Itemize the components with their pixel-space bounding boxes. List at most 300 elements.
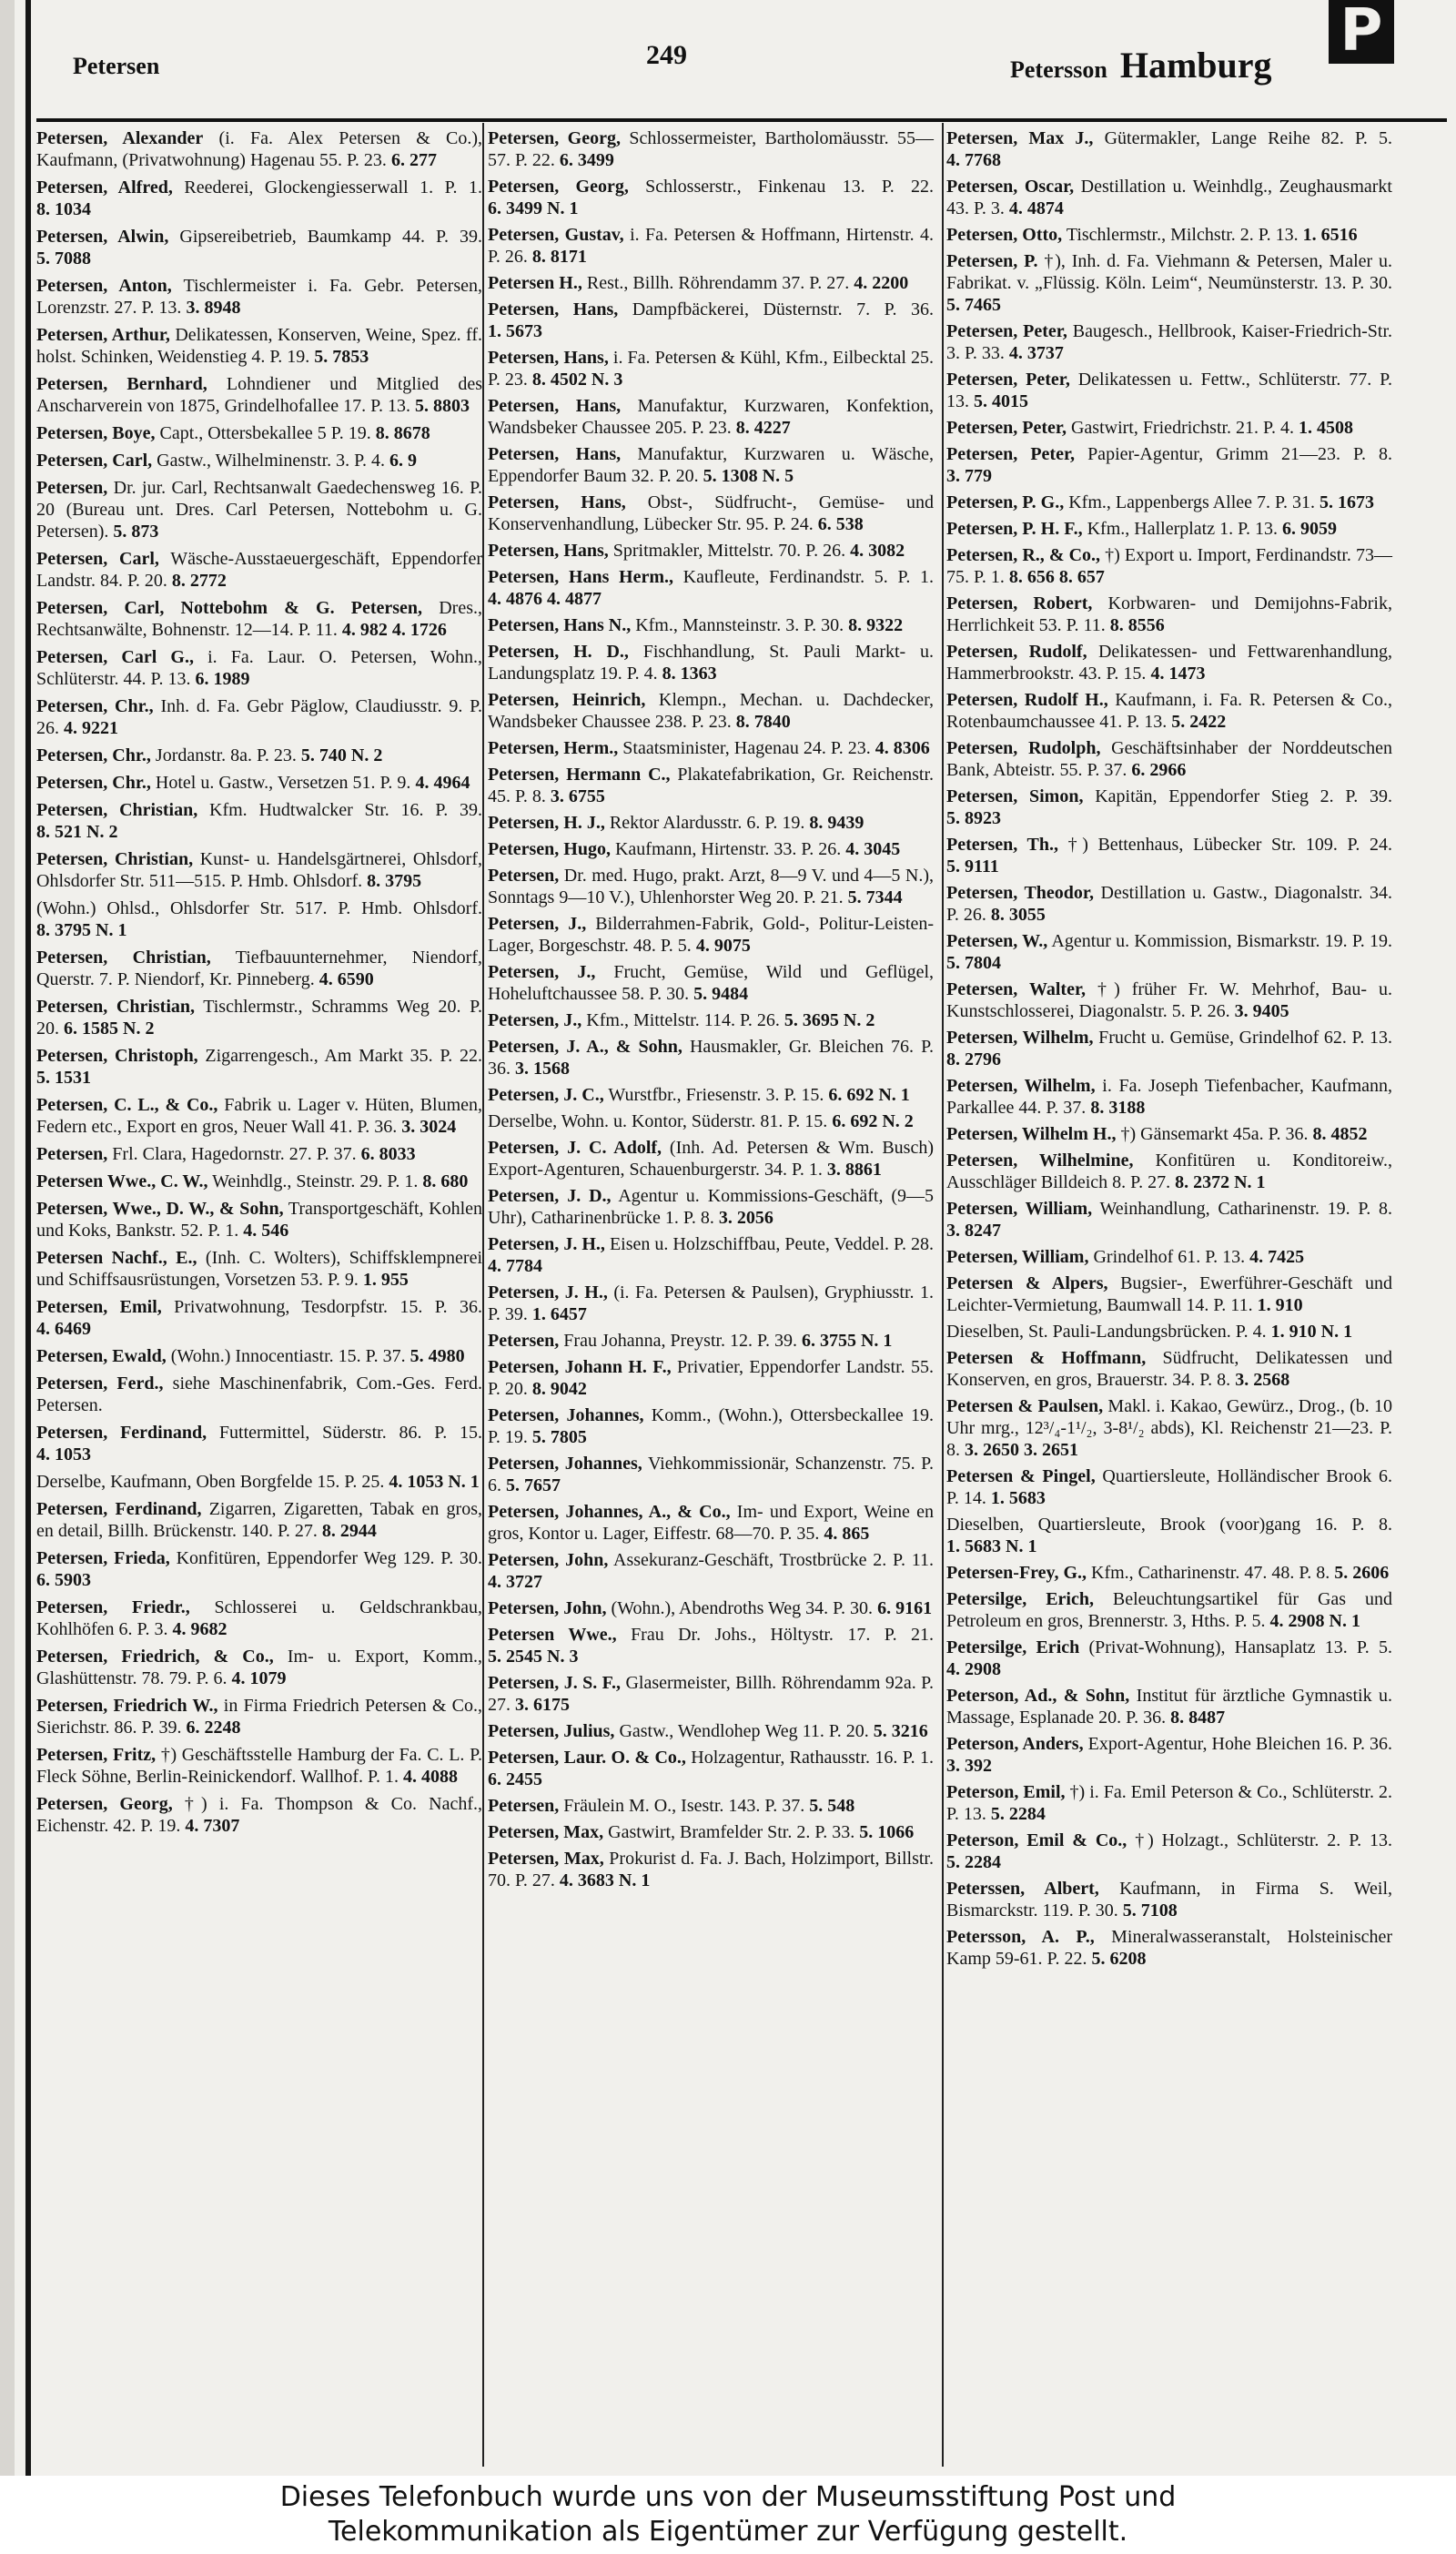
entry-details: Zigarrengesch., Am Markt 35. P. 22.	[205, 1046, 482, 1066]
footer-notice	[0, 2476, 1456, 2554]
entry-name: Petersen, Hans,	[488, 492, 626, 512]
footer-line-1: Dieses Telefonbuch wurde uns von der Museumsstiftung Post und	[279, 2481, 1177, 2513]
entry-name: Petersen H.,	[488, 273, 582, 293]
entry-phone-number: 8. 4502 N. 3	[531, 370, 623, 390]
entry-phone-number: 8. 9042	[531, 1379, 587, 1399]
entry-details: †) früher Fr. W. Mehrhof, Bau- u. Kunstschlosserei, Diagonalstr. 5. P. 26.	[946, 979, 1393, 1021]
directory-entry	[36, 226, 482, 275]
directory-entry	[36, 1345, 482, 1373]
entry-details: Bugsier-, Ewerführer-Geschäft und Leichter-Vermietung, Baumwall 14. P. 11.	[946, 1273, 1393, 1315]
entry-name: Petersen, J. S. F.,	[488, 1673, 622, 1693]
entry-details: Tischlermeister i. Fa. Gebr. Petersen, Lorenzstr. 27. P. 13.	[36, 276, 482, 318]
entry-phone-number: 5. 9111	[946, 856, 999, 877]
directory-entry	[36, 1296, 482, 1345]
entry-phone-number: 8. 2372 N. 1	[1175, 1172, 1266, 1192]
entry-phone-number: 5. 2284	[946, 1852, 1001, 1872]
entry-details: i. Fa. Petersen & Kühl, Kfm., Eilbecktal 25. P. 23.	[488, 348, 934, 390]
directory-entry	[36, 1793, 482, 1842]
entry-phone-number: 6. 8033	[360, 1144, 416, 1164]
entry-name: Petersen, Wilhelmine,	[946, 1150, 1134, 1171]
entry-phone-number: 4. 3737	[1008, 343, 1064, 363]
entry-phone-number: 8. 3188	[1090, 1098, 1146, 1118]
entry-details: Gastwirt, Bramfelder Str. 2. P. 33.	[608, 1822, 855, 1842]
directory-entry	[36, 1498, 482, 1547]
directory-entry	[488, 1453, 934, 1501]
entry-name: Petersen, Carl,	[36, 451, 153, 471]
entry-details: Agentur u. Kommission, Bismarkstr. 19. P. 19.	[1051, 931, 1393, 951]
entry-phone-number: 5. 8803	[415, 396, 470, 416]
directory-entry	[36, 1547, 482, 1596]
entry-details: Kunst- u. Handelsgärtnerei, Ohlsdorf, Ohlsdorfer Str. 511—515. P. Hmb. Ohlsdorf.	[36, 849, 482, 891]
directory-entry	[946, 443, 1392, 492]
entry-name: Petersen, J.,	[488, 1010, 582, 1030]
entry-details: Wurstfbr., Friesenstr. 3. P. 15.	[608, 1085, 824, 1105]
entry-details: Destillation u. Gastw., Diagonalstr. 34. P. 26.	[946, 883, 1393, 925]
entry-phone-number: 5. 7088	[36, 248, 91, 269]
entry-name: Petersen, Carl, Nottebohm & G. Petersen,	[36, 598, 423, 618]
entry-phone-number: 1. 910 N. 1	[1270, 1322, 1353, 1342]
entry-name: Petersen, Georg,	[488, 177, 629, 197]
entry-name: Petersen, Chr.,	[36, 773, 151, 793]
entry-name: Petersen, Christian,	[36, 997, 195, 1017]
entry-name: Petersen, Alexander	[36, 128, 204, 148]
entry-name: Petersen, J. A., & Sohn,	[488, 1037, 682, 1057]
entry-details: Kfm., Mittelstr. 114. P. 26.	[586, 1010, 780, 1030]
entry-name: Petersen, Boye,	[36, 423, 156, 443]
entry-phone-number: 8. 7840	[735, 712, 791, 732]
entry-details: Tischlermstr., Milchstr. 2. P. 13.	[1066, 225, 1299, 245]
entry-phone-number: 8. 1034	[36, 199, 91, 219]
directory-entry	[946, 1514, 1392, 1562]
directory-entry	[488, 1330, 934, 1356]
entry-details: (Wohn.) Innocentiastr. 15. P. 37.	[170, 1346, 406, 1366]
entry-name: Peterson, Emil,	[946, 1782, 1066, 1802]
directory-entry	[36, 1596, 482, 1646]
entry-phone-number: 6. 5903	[36, 1570, 91, 1590]
entry-details: Lohndiener und Mitglied des Anscharverein von 1875, Grindelhofallee 17. P. 13.	[36, 374, 482, 416]
directory-entry	[488, 1501, 934, 1549]
directory-entry	[488, 689, 934, 737]
entry-name: Petersen, Hermann C.,	[488, 765, 671, 785]
directory-entry	[36, 422, 482, 450]
entry-phone-number: 4. 4874	[1008, 198, 1064, 218]
directory-entry	[36, 477, 482, 548]
directory-entry	[488, 1110, 934, 1137]
entry-details: Glasermeister, Billh. Röhrendamm 92a. P. 27.	[488, 1673, 935, 1715]
entry-details: †) i. Fa. Emil Peterson & Co., Schlüterstr. 2. P. 13.	[946, 1782, 1392, 1824]
entry-details: Derselbe, Wohn. u. Kontor, Süderstr. 81. P. 15.	[488, 1111, 828, 1131]
entry-phone-number: 5. 6208	[1091, 1949, 1147, 1969]
entry-name: Peterson, Ad., & Sohn,	[946, 1686, 1130, 1706]
entry-phone-number: 5. 548	[809, 1796, 855, 1816]
entry-details: Kfm., Lappenbergs Allee 7. P. 31.	[1068, 492, 1315, 512]
directory-entry	[946, 1027, 1392, 1075]
entry-phone-number: 5. 2545 N. 3	[488, 1647, 579, 1667]
entry-details: Schlosserstr., Finkenau 13. P. 22.	[645, 177, 934, 197]
directory-entry	[488, 812, 934, 838]
directory-entry	[488, 1848, 934, 1896]
directory-entry	[36, 1247, 482, 1296]
header-right	[1010, 44, 1272, 86]
entry-name: Petersen Nachf., E.,	[36, 1248, 197, 1268]
entry-phone-number: 4. 4964	[415, 773, 470, 793]
entry-details: i. Fa. Joseph Tiefenbacher, Kaufmann, Parkallee 44. P. 37.	[946, 1076, 1393, 1118]
entry-phone-number: 6. 2455	[488, 1769, 542, 1789]
entry-phone-number: 1. 4508	[1298, 418, 1353, 438]
entry-phone-number: 8. 9439	[809, 813, 864, 833]
entry-phone-number: 4. 3045	[845, 839, 901, 859]
entry-details: Weinhdlg., Steinstr. 29. P. 1.	[212, 1171, 419, 1191]
entry-phone-number: 4. 2200	[854, 273, 909, 293]
entry-name: Petersson, A. P.,	[946, 1927, 1095, 1947]
directory-entry	[946, 492, 1392, 518]
entry-details: Dres., Rechtsanwälte, Bohnenstr. 12—14. P. 11.	[36, 598, 482, 640]
directory-entry	[488, 443, 934, 492]
entry-phone-number: 4. 7307	[185, 1816, 240, 1836]
entry-phone-number: 1. 955	[362, 1270, 409, 1290]
entry-phone-number: 5. 1066	[859, 1822, 915, 1842]
entry-details: Grindelhof 61. P. 13.	[1093, 1247, 1246, 1267]
entry-name: Petersen, Herm.,	[488, 738, 619, 758]
header-rule	[36, 118, 1447, 122]
directory-entry	[946, 1272, 1392, 1321]
directory-entry	[946, 1246, 1392, 1272]
entry-name: Petersen, Wwe., D. W., & Sohn,	[36, 1199, 284, 1219]
entry-name: Petersen, Simon,	[946, 786, 1084, 806]
entry-phone-number: 3. 8861	[826, 1160, 882, 1180]
entry-details: Korbwaren- und Demijohns-Fabrik, Herrlichkeit 53. P. 11.	[946, 593, 1392, 635]
directory-entry	[36, 848, 482, 897]
entry-details: i. Fa. Laur. O. Petersen, Wohn., Schlüterstr. 44. P. 13.	[36, 647, 482, 689]
entry-phone-number: 3. 6755	[550, 786, 605, 806]
directory-entry	[36, 127, 482, 177]
directory-entry	[488, 347, 934, 395]
entry-name: Petersen, H. J.,	[488, 813, 605, 833]
entry-details: Jordanstr. 8a. P. 23.	[155, 745, 297, 765]
entry-phone-number: 4. 546	[243, 1221, 289, 1241]
entry-phone-number: 5. 4980	[410, 1346, 465, 1366]
entry-phone-number: 8. 2796	[946, 1049, 1001, 1069]
entry-name: Petersen, Friedrich W.,	[36, 1696, 218, 1716]
directory-entry	[488, 1185, 934, 1233]
entry-phone-number: 6. 3499 N. 1	[488, 198, 579, 218]
directory-entry	[488, 641, 934, 689]
directory-entry	[946, 176, 1392, 224]
entry-details: Tiefbauunternehmer, Niendorf, Querstr. 7. P. Niendorf, Kr. Pinneberg.	[36, 948, 482, 989]
entry-details: (i. Fa. Petersen & Paulsen), Gryphiusstr. 1. P. 39.	[488, 1282, 934, 1324]
column-middle	[488, 127, 934, 2458]
entry-phone-number: 8. 8171	[531, 247, 587, 267]
entry-name: Petersen, Christoph,	[36, 1046, 198, 1066]
entry-name: Petersen, Hans,	[488, 444, 622, 464]
entry-phone-number: 4. 7784	[488, 1256, 542, 1276]
entry-phone-number: 6. 538	[817, 514, 864, 534]
entry-phone-number: 5. 9484	[693, 984, 749, 1004]
entry-phone-number: 5. 7657	[506, 1475, 561, 1495]
entry-details: i. Fa. Petersen & Hoffmann, Hirtenstr. 4. P. 26.	[488, 225, 934, 267]
entry-details: Gastw., Wendlohер Weg 11. P. 20.	[619, 1721, 869, 1741]
entry-details: Frau Dr. Johs., Höltystr. 17. P. 21.	[631, 1625, 935, 1645]
entry-name: Petersen, J. D.,	[488, 1186, 612, 1206]
entry-details: Bilderrahmen-Fabrik, Gold-, Politur-Leisten-Lager, Borgeschstr. 48. P. 5.	[488, 914, 934, 956]
entry-name: Petersen, R., & Co.,	[946, 545, 1101, 565]
entry-name: Petersen, Carl,	[36, 549, 159, 569]
entry-name: Peterssen, Albert,	[946, 1879, 1099, 1899]
entry-details: Kaufleute, Ferdinandstr. 5. P. 1.	[682, 567, 934, 587]
entry-name: Petersen, Th.,	[946, 835, 1058, 855]
entry-phone-number: 3. 8247	[946, 1221, 1001, 1241]
section-letter-tab: P	[1329, 0, 1394, 64]
directory-entry	[946, 1075, 1392, 1123]
directory-entry	[946, 1685, 1392, 1733]
entry-details: Assekuranz-Geschäft, Trostbrücke 2. P. 11.	[613, 1550, 934, 1570]
entry-phone-number: 8. 4227	[735, 418, 791, 438]
entry-name: Petersen, Hans N.,	[488, 615, 632, 635]
entry-phone-number: 6. 9161	[877, 1598, 933, 1618]
column-divider	[942, 123, 944, 2467]
entry-phone-number: 4. 6590	[318, 969, 374, 989]
directory-entry	[488, 1624, 934, 1672]
entry-phone-number: 4. 3082	[850, 541, 905, 561]
entry-details: Obst-, Südfrucht-, Gemüse- und Konservenhandlung, Lübecker Str. 95. P. 24.	[488, 492, 934, 534]
entry-phone-number: 4. 9075	[695, 936, 751, 956]
directory-entry	[36, 1646, 482, 1695]
entry-phone-number: 5. 7108	[1122, 1900, 1178, 1921]
entry-phone-number: 5. 1308 N. 5	[703, 466, 794, 486]
directory-entry	[36, 597, 482, 646]
directory-entry	[488, 1404, 934, 1453]
entry-phone-number: 5. 7853	[314, 347, 369, 367]
entry-phone-number: 1. 5673	[488, 321, 542, 341]
entry-phone-number: 4. 4088	[402, 1767, 458, 1787]
entry-details: Privatier, Eppendorfer Landstr. 55. P. 20.	[488, 1357, 934, 1399]
directory-entry	[36, 1143, 482, 1171]
entry-phone-number: 8. 656 8. 657	[1008, 567, 1105, 587]
entry-details: Kaufmann, Hirtenstr. 33. P. 26.	[614, 839, 842, 859]
entry-phone-number: 5. 3695 N. 2	[784, 1010, 875, 1030]
entry-details: Manufaktur, Kurzwaren u. Wäsche, Eppendorfer Baum 32. P. 20.	[488, 444, 934, 486]
directory-entry	[488, 395, 934, 443]
entry-details: Transportgeschäft, Kohlen und Koks, Bankstr. 52. P. 1.	[36, 1199, 482, 1241]
entry-name: Petersen, P.	[946, 251, 1038, 271]
directory-entry	[946, 250, 1392, 320]
entry-details: †) Gänsemarkt 45a. P. 36.	[1120, 1124, 1309, 1144]
entry-name: Petersen, Rudolf H.,	[946, 690, 1108, 710]
entry-phone-number: 4. 865	[824, 1524, 870, 1544]
entry-details: Delikatessen u. Fettw., Schlüterstr. 77. P. 13.	[946, 370, 1392, 411]
entry-phone-number: 8. 2944	[321, 1521, 377, 1541]
entry-details: Rektor Alardusstr. 6. P. 19.	[609, 813, 805, 833]
entry-name: Petersen, Hugo,	[488, 839, 611, 859]
directory-entry	[36, 996, 482, 1045]
directory-entry	[488, 1233, 934, 1282]
entry-name: Petersen, J.,	[488, 914, 587, 934]
directory-entry	[488, 614, 934, 641]
entry-details: Dr. jur. Carl, Rechtsanwalt Gaedechensweg 16. P. 20 (Bureau unt. Dres. Carl Petersen, Nottebohm u. G. Petersen).	[36, 478, 482, 542]
entry-details: Derselbe, Kaufmann, Oben Borgfelde 15. P. 25.	[36, 1472, 385, 1492]
entry-phone-number: 4. 1053 N. 1	[389, 1472, 480, 1492]
entry-details: Fabrik u. Lager v. Hüten, Blumen, Federn etc., Export en gros, Neuer Wall 41. P. 36.	[36, 1095, 482, 1137]
entry-phone-number: 6. 9	[389, 451, 418, 471]
directory-entry	[488, 272, 934, 299]
directory-entry	[946, 1878, 1392, 1926]
entry-phone-number: 6. 1989	[195, 669, 250, 689]
entry-details: Kfm. Hudtwalcker Str. 16. P. 39.	[209, 800, 483, 820]
entry-details: Gipsereibetrieb, Baumkamp 44. P. 39.	[179, 227, 482, 247]
entry-name: Petersen, Max J.,	[946, 128, 1094, 148]
directory-entry	[946, 518, 1392, 544]
entry-name: Petersen, H. D.,	[488, 642, 629, 662]
entry-phone-number: 5. 2606	[1334, 1563, 1390, 1583]
entry-name: Petersen, J. H.,	[488, 1234, 605, 1254]
header-city: Hamburg	[1119, 45, 1272, 86]
entry-details: Institut für ärztliche Gymnastik u. Massage, Esplanade 20. P. 36.	[946, 1686, 1392, 1728]
entry-name: Petersen, Wilhelm,	[946, 1076, 1096, 1096]
entry-name: Peterson, Anders,	[946, 1734, 1084, 1754]
directory-entry	[946, 737, 1392, 785]
entry-phone-number: 6. 3755 N. 1	[801, 1331, 893, 1351]
entry-phone-number: 5. 873	[113, 522, 159, 542]
entry-details: Wäsche-Ausstaeuergeschäft, Eppendorfer Landstr. 84. P. 20.	[36, 549, 482, 591]
directory-entry	[946, 1829, 1392, 1878]
entry-phone-number: 4. 7768	[946, 150, 1001, 170]
directory-entry	[488, 1084, 934, 1110]
entry-details: Schlossermeister, Bartholomäusstr. 55—57. P. 22.	[488, 128, 934, 170]
directory-entry	[36, 450, 482, 477]
entry-name: Petersen, Chr.,	[36, 696, 154, 716]
entry-phone-number: 4. 982 4. 1726	[341, 620, 447, 640]
entry-phone-number: 8. 521 N. 2	[36, 822, 118, 842]
entry-phone-number: 4. 8306	[875, 738, 930, 758]
entry-details: Privatwohnung, Tesdorpfstr. 15. P. 36.	[174, 1297, 483, 1317]
entry-phone-number: 4. 4876 4. 4877	[488, 589, 602, 609]
entry-phone-number: 4. 3683 N. 1	[559, 1870, 651, 1890]
entry-details: Fischhandlung, St. Pauli Markt- u. Landungsplatz 19. P. 4.	[488, 642, 935, 684]
entry-details: Beleuchtungsartikel für Gas und Petroleum en gros, Brennerstr. 3, Hths. P. 5.	[946, 1589, 1393, 1631]
entry-name: Petersen, Rudolph,	[946, 738, 1101, 758]
entry-phone-number: 5. 7804	[946, 953, 1001, 973]
entry-details: Im- und Export, Weine en gros, Kontor u. Lager, Eiffestr. 68—70. P. 35.	[488, 1502, 934, 1544]
entry-details: Frucht, Gemüse, Wild und Geflügel, Hoheluftchaussee 58. P. 30.	[488, 962, 935, 1004]
entry-phone-number: 5. 2422	[1171, 712, 1227, 732]
entry-name: Petersen & Paulsen,	[946, 1396, 1104, 1416]
entry-phone-number: 4. 9221	[64, 718, 118, 738]
entry-details: (Privat-Wohnung), Hansaplatz 13. P. 5.	[1088, 1637, 1392, 1657]
entry-name: Petersen,	[36, 1144, 108, 1164]
entry-details: siehe Maschinenfabrik, Com.-Ges. Ferd. Petersen.	[36, 1373, 483, 1415]
directory-entry	[946, 930, 1392, 978]
entry-name: Petersen Wwe.,	[488, 1625, 617, 1645]
entry-phone-number: 5. 2284	[990, 1804, 1046, 1824]
directory-entry	[946, 1321, 1392, 1347]
directory-entry	[488, 1795, 934, 1821]
entry-details: (Inh. Ad. Petersen & Wm. Busch) Export-Agenturen, Schauenburgerstr. 34. P. 1.	[488, 1138, 934, 1180]
directory-entry	[36, 1744, 482, 1793]
entry-name: Petersen, Gustav,	[488, 225, 624, 245]
directory-entry	[946, 224, 1392, 250]
directory-entry	[946, 369, 1392, 417]
directory-entry	[36, 1171, 482, 1198]
column-right	[946, 127, 1392, 2458]
entry-details: Kapitän, Eppendorfer Stieg 2. P. 39.	[1095, 786, 1393, 806]
entry-name: Petersen, Johannes,	[488, 1405, 644, 1425]
entry-phone-number: 1. 6457	[531, 1304, 587, 1324]
entry-name: Petersen, P. H. F.,	[946, 519, 1083, 539]
entry-details: Kaufmann, i. Fa. R. Petersen & Co., Rotenbaumchaussee 41. P. 13.	[946, 690, 1392, 732]
directory-entry	[36, 947, 482, 996]
directory-entry	[946, 1465, 1392, 1514]
entry-details: †) Export u. Import, Ferdinandstr. 73—75. P. 1.	[946, 545, 1392, 587]
entry-details: †) Holzagt., Schlüterstr. 2. P. 13.	[1135, 1830, 1392, 1850]
directory-entry	[36, 548, 482, 597]
entry-details: Mineralwasseranstalt, Holsteinischer Kamp 59-61. P. 22.	[946, 1927, 1393, 1969]
directory-entry	[488, 1036, 934, 1084]
entry-phone-number: 5. 3216	[873, 1721, 928, 1741]
directory-entry	[946, 320, 1392, 369]
entry-name: Petersen, Christian,	[36, 948, 211, 968]
entry-name: Petersen, Alfred,	[36, 177, 173, 198]
entry-name: Petersen, Max,	[488, 1822, 604, 1842]
entry-name: Petersen, J. H.,	[488, 1282, 608, 1302]
entry-name: Petersen, Peter,	[946, 370, 1070, 390]
entry-name: Peterson, Emil & Co.,	[946, 1830, 1127, 1850]
entry-phone-number: 3. 392	[946, 1756, 992, 1776]
directory-entry	[36, 1373, 482, 1422]
entry-details: Frau Johanna, Preystr. 12. P. 39.	[563, 1331, 797, 1351]
entry-name: Petersen, Walter,	[946, 979, 1086, 999]
directory-entry	[946, 1926, 1392, 1974]
entry-phone-number: 5. 4015	[974, 391, 1028, 411]
entry-phone-number: 8. 4852	[1312, 1124, 1368, 1144]
entry-phone-number: 8. 2772	[171, 571, 227, 591]
entry-details: (Wohn.) Ohlsd., Ohlsdorfer Str. 517. P. Hmb. Ohlsdorf.	[36, 898, 482, 918]
entry-name: Petersen & Hoffmann,	[946, 1348, 1147, 1368]
entry-phone-number: 8. 9322	[848, 615, 904, 635]
entry-phone-number: 3. 8948	[186, 298, 241, 318]
entry-phone-number: 6. 3499	[559, 150, 614, 170]
entry-phone-number: 8. 1363	[662, 664, 717, 684]
entry-details: Hausmakler, Gr. Bleichen 76. P. 36.	[488, 1037, 934, 1079]
entry-details: Klempn., Mechan. u. Dachdecker, Wandsbeker Chaussee 238. P. 23.	[488, 690, 935, 732]
entry-details: Agentur u. Kommissions-Geschäft, (9—5 Uhr), Catharinenbrücke 1. P. 8.	[488, 1186, 935, 1228]
directory-entry	[36, 1198, 482, 1247]
entry-phone-number: 3. 779	[946, 466, 992, 486]
directory-entry	[946, 882, 1392, 930]
directory-entry	[488, 764, 934, 812]
directory-entry	[488, 961, 934, 1009]
entry-details: †) i. Fa. Thompson & Co. Nachf., Eichenstr. 42. P. 19.	[36, 1794, 483, 1836]
entry-phone-number: 4. 1053	[36, 1444, 91, 1464]
entry-details: Gastw., Wilhelminenstr. 3. P. 4.	[157, 451, 386, 471]
entry-phone-number: 6. 2966	[1131, 760, 1187, 780]
entry-name: Petersen, John,	[488, 1598, 607, 1618]
entry-phone-number: 8. 3795	[367, 871, 422, 891]
entry-phone-number: 5. 8923	[946, 808, 1001, 828]
directory-entry	[946, 1637, 1392, 1685]
entry-name: Petersen, Emil,	[36, 1297, 162, 1317]
directory-entry	[36, 1045, 482, 1094]
entry-name: Petersen, Bernhard,	[36, 374, 207, 394]
entry-name: Petersen, Hans,	[488, 396, 622, 416]
entry-name: Petersen, John,	[488, 1550, 609, 1570]
entry-phone-number: 8. 8556	[1109, 615, 1165, 635]
directory-entry	[36, 646, 482, 695]
entry-phone-number: 6. 1585 N. 2	[64, 1019, 155, 1039]
entry-name: Petersen,	[488, 866, 560, 886]
entry-phone-number: 4. 2908	[946, 1659, 1001, 1679]
entry-phone-number: 1. 5683	[990, 1488, 1046, 1508]
entry-phone-number: 5. 740 N. 2	[300, 745, 383, 765]
